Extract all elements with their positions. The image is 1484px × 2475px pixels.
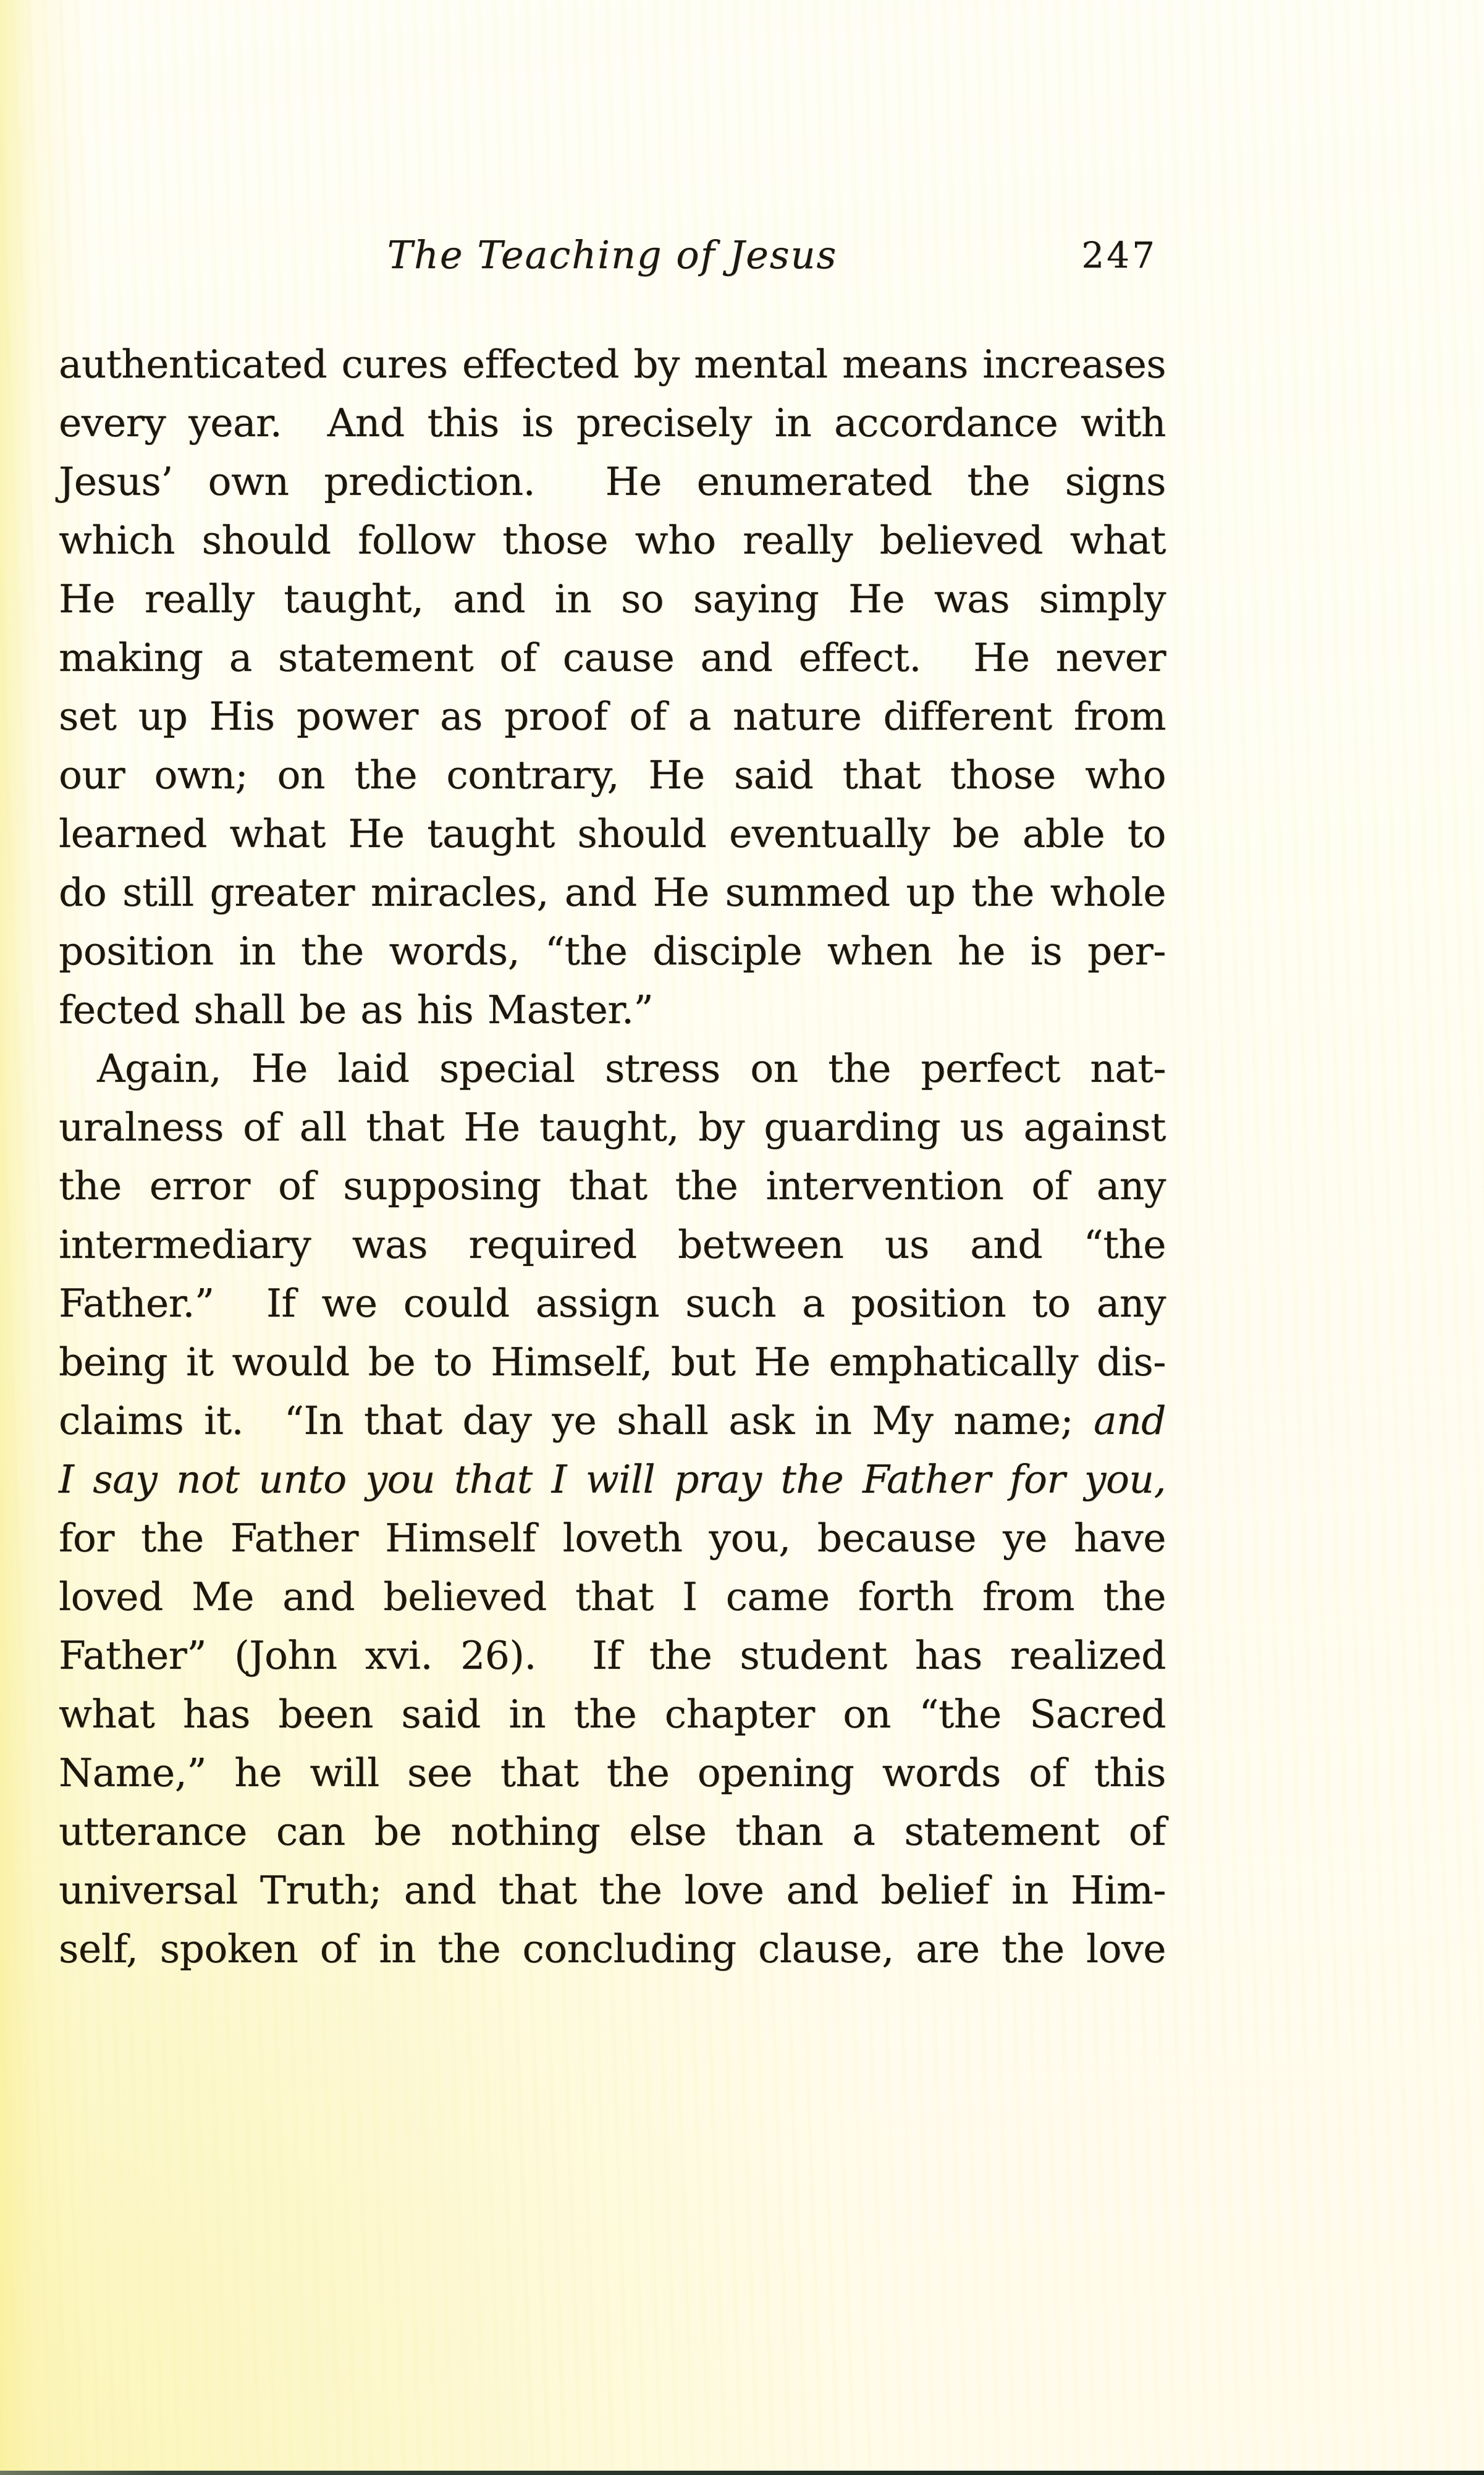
text-run: what has been said in the chapter on “the Sacred [59,1692,1166,1737]
text-run: our own; on the contrary, He said that those who [59,753,1166,798]
text-line [59,746,1166,804]
text-run: the error of supposing that the intervention of any [59,1163,1166,1208]
text-run: set up His power as proof of a nature different from [59,694,1166,739]
text-line [59,1685,1166,1743]
text-line [59,511,1166,570]
text-run: every year. And this is precisely in accordance with [59,400,1166,445]
text-line [59,1509,1166,1567]
text-run: claims it. “In that day ye shall ask in My name; [59,1398,1094,1443]
text-run: which should follow those who really believed what [59,518,1166,563]
text-line [59,394,1166,452]
text-line [59,1450,1166,1509]
text-line [59,1626,1166,1685]
text-run: fected shall be as his Master.” [59,987,654,1032]
text-line [59,1391,1166,1450]
text-line [59,1274,1166,1333]
text-line [59,335,1166,394]
text-line [59,1098,1166,1157]
text-line [59,687,1166,746]
text-run: learned what He taught should eventually be able to [59,811,1166,856]
text-run: authenticated cures effected by mental means increases [59,342,1166,387]
text-line [59,1157,1166,1215]
text-run: being it would be to Himself, but He emphatically dis- [59,1339,1166,1385]
text-run: utterance can be nothing else than a statement of [59,1809,1166,1854]
text-line [59,452,1166,511]
text-run: loved Me and believed that I came forth from the [59,1574,1166,1619]
italic-text-run: and [1094,1398,1166,1443]
text-line [59,863,1166,922]
text-line [59,980,1166,1039]
text-run: Again, He laid special stress on the perfect nat- [97,1046,1166,1091]
text-run: for the Father Himself loveth you, because ye have [59,1516,1166,1561]
text-line [59,1802,1166,1861]
text-run: Name,” he will see that the opening words of this [59,1750,1166,1795]
text-run: He really taught, and in so saying He was simply [59,576,1166,622]
text-line [59,1215,1166,1274]
text-line [59,922,1166,980]
text-line [59,1333,1166,1391]
text-run: universal Truth; and that the love and belief in Him- [59,1868,1166,1913]
text-line [59,628,1166,687]
italic-text-run: I say not unto you that I will pray the Father for you, [59,1457,1166,1502]
page-body [59,335,1166,1978]
page-number: 247 [1081,234,1157,276]
text-line [59,1743,1166,1802]
running-header [59,227,1166,283]
text-run: Father.” If we could assign such a position to any [59,1281,1166,1326]
text-line [59,1920,1166,1978]
text-run: intermediary was required between us and “the [59,1222,1166,1267]
text-run: Jesus’ own prediction. He enumerated the signs [59,459,1166,504]
text-line [59,1567,1166,1626]
text-run: do still greater miracles, and He summed up the whole [59,870,1166,915]
text-line [59,804,1166,863]
text-line [59,1861,1166,1920]
scan-bottom-edge [0,2471,1484,2475]
running-header-title: The Teaching of Jesus [387,232,838,277]
text-line [59,570,1166,628]
text-run: self, spoken of in the concluding clause, are the love [59,1926,1166,1971]
text-run: making a statement of cause and effect. He never [59,635,1166,680]
text-run: position in the words, “the disciple when he is per- [59,929,1166,974]
text-run: uralness of all that He taught, by guarding us against [59,1105,1166,1150]
text-run: Father” (John xvi. 26). If the student has realized [59,1633,1166,1678]
text-line [59,1039,1166,1098]
